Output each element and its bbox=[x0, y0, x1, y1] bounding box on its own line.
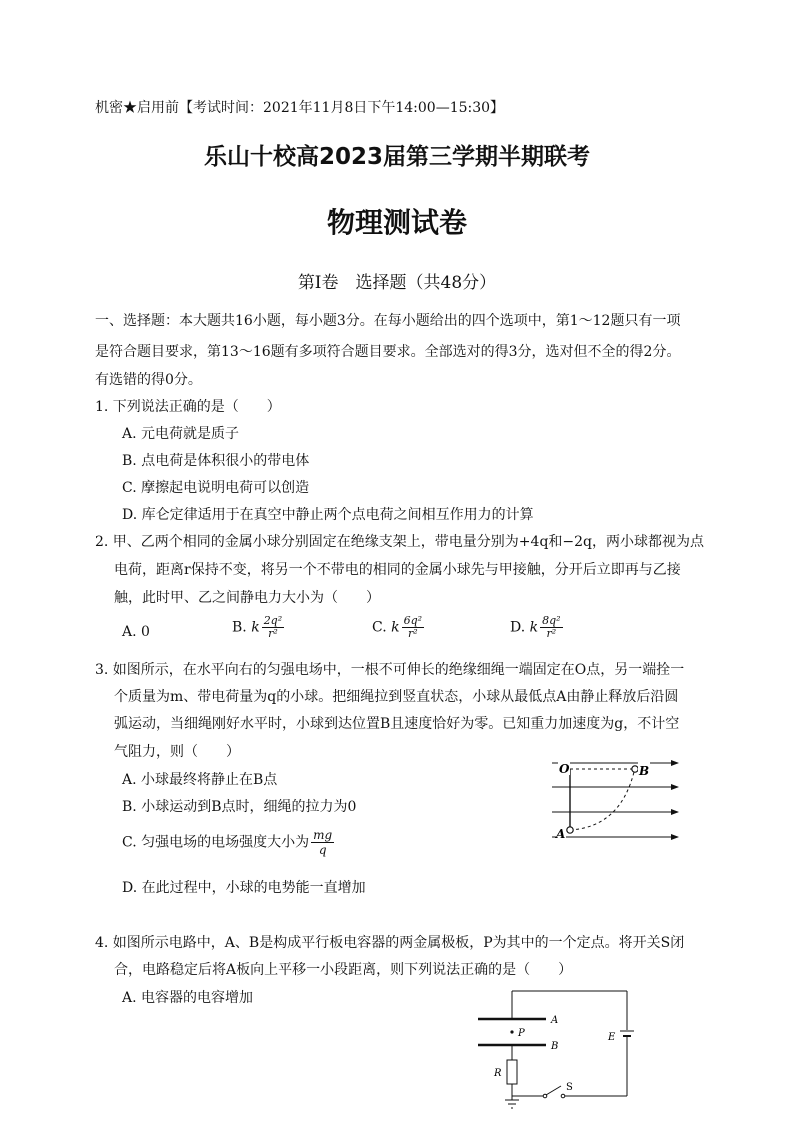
arc-path bbox=[570, 772, 634, 830]
q1-option-d: D. 库仑定律适用于在真空中静止两个点电荷之间相互作用力的计算 bbox=[122, 507, 534, 523]
q4-option-a: A. 电容器的电容增加 bbox=[122, 990, 254, 1006]
q2-line-2: 电荷，距离r保持不变，将另一个不带电的相同的金属小球先与甲接触，分开后立即再与乙接 bbox=[114, 562, 681, 578]
plate-a-label: A bbox=[551, 1015, 559, 1026]
point-p-label: P bbox=[518, 1028, 525, 1039]
q1-option-b: B. 点电荷是体积很小的带电体 bbox=[122, 453, 310, 469]
q3-option-b: B. 小球运动到B点时，细绳的拉力为0 bbox=[122, 799, 357, 815]
q2-option-d bbox=[510, 615, 563, 640]
q2-option-a-label: A. 0 bbox=[122, 624, 150, 640]
ball-b bbox=[632, 766, 638, 772]
q3-option-c-label: C. 匀强电场的电场强度大小为 bbox=[122, 834, 310, 851]
school-title: 乐山十校高2023届第三学期半期联考 bbox=[203, 144, 590, 170]
label-o: O bbox=[559, 762, 570, 776]
q2-option-c-label: C. bbox=[372, 619, 387, 636]
q2-option-b-num: 2q² bbox=[263, 614, 283, 627]
q3-line-1: 3. 如图所示，在水平向右的匀强电场中，一根不可伸长的绝缘细绳一端固定在O点，另一端拴一 bbox=[95, 662, 685, 678]
q3-option-c-num: mg bbox=[313, 828, 333, 842]
q4-circuit-figure bbox=[470, 988, 640, 1118]
q3-option-a: A. 小球最终将静止在B点 bbox=[122, 772, 278, 788]
plate-b-label: B bbox=[551, 1041, 559, 1052]
instructions-line-2: 是符合题目要求，第13～16题有多项符合题目要求。全部选对的得3分，选对但不全的得2分。 bbox=[95, 344, 681, 360]
q2-option-c bbox=[372, 615, 424, 640]
q3-line-3: 弧运动，当细绳刚好水平时，小球到达位置B且速度恰好为零。已知重力加速度为g，不计空 bbox=[114, 716, 680, 732]
q2-option-d-num: 8q² bbox=[542, 614, 561, 627]
q2-option-d-den: r² bbox=[546, 627, 557, 640]
instructions-line-1: 一、选择题：本大题共16小题，每小题3分。在每小题给出的四个选项中，第1～12题只有一项 bbox=[95, 313, 681, 329]
q2-option-d-k: k bbox=[529, 619, 539, 636]
battery-label: E bbox=[608, 1032, 616, 1043]
q2-option-b-den: r² bbox=[268, 627, 278, 640]
q2-option-c-k: k bbox=[391, 619, 400, 636]
q2-option-b-fraction bbox=[262, 615, 284, 640]
exam-meta: 机密★启用前【考试时间：2021年11月8日下午14:00—15:30】 bbox=[95, 100, 505, 116]
q3-option-c-fraction bbox=[311, 828, 334, 857]
q2-option-c-num: 6q² bbox=[403, 614, 423, 627]
label-a: A bbox=[556, 827, 566, 841]
q1-stem: 1. 下列说法正确的是（ ） bbox=[95, 399, 281, 415]
subject-title: 物理测试卷 bbox=[326, 206, 467, 239]
section-title: 第Ⅰ卷 选择题（共48分） bbox=[297, 273, 497, 293]
resistor-r bbox=[507, 1060, 517, 1084]
q2-option-b bbox=[232, 615, 284, 640]
point-p bbox=[510, 1030, 513, 1033]
switch-label: S bbox=[566, 1082, 573, 1093]
q3-figure bbox=[550, 755, 685, 843]
q2-option-a bbox=[122, 624, 150, 640]
switch-contact-right bbox=[561, 1094, 565, 1098]
q3-option-d: D. 在此过程中，小球的电势能一直增加 bbox=[122, 880, 366, 896]
q4-line-1: 4. 如图所示电路中，A、B是构成平行板电容器的两金属极板，P为其中的一个定点。将开关S闭 bbox=[95, 935, 685, 951]
instructions-line-3: 有选错的得0分。 bbox=[95, 372, 202, 388]
q2-line-3: 触，此时甲、乙之间静电力大小为（ ） bbox=[114, 590, 380, 606]
q3-line-4: 气阻力，则（ ） bbox=[114, 744, 240, 760]
q3-option-c bbox=[122, 828, 334, 857]
q1-option-c: C. 摩擦起电说明电荷可以创造 bbox=[122, 480, 310, 496]
q3-line-2: 个质量为m、带电荷量为q的小球。把细绳拉到竖直状态，小球从最低点A由静止释放后沿圆 bbox=[114, 689, 679, 705]
q2-option-d-label: D. bbox=[510, 619, 526, 636]
q2-option-b-k: k bbox=[251, 619, 260, 636]
q2-option-b-label: B. bbox=[232, 619, 247, 636]
ball-a bbox=[567, 827, 573, 833]
q2-option-c-fraction bbox=[402, 615, 424, 640]
q4-line-2: 合，电路稳定后将A板向上平移一小段距离，则下列说法正确的是（ ） bbox=[114, 962, 573, 978]
label-b: B bbox=[639, 764, 650, 778]
q2-line-1: 2. 甲、乙两个相同的金属小球分别固定在绝缘支架上，带电量分别为+4q和−2q，两小球都视为点 bbox=[95, 534, 705, 550]
q3-option-c-den: q bbox=[318, 843, 327, 857]
q1-option-a: A. 元电荷就是质子 bbox=[122, 426, 240, 442]
q2-option-c-den: r² bbox=[408, 627, 418, 640]
q2-option-d-fraction bbox=[540, 615, 562, 640]
resistor-label: R bbox=[494, 1068, 502, 1079]
switch-s bbox=[546, 1086, 561, 1095]
